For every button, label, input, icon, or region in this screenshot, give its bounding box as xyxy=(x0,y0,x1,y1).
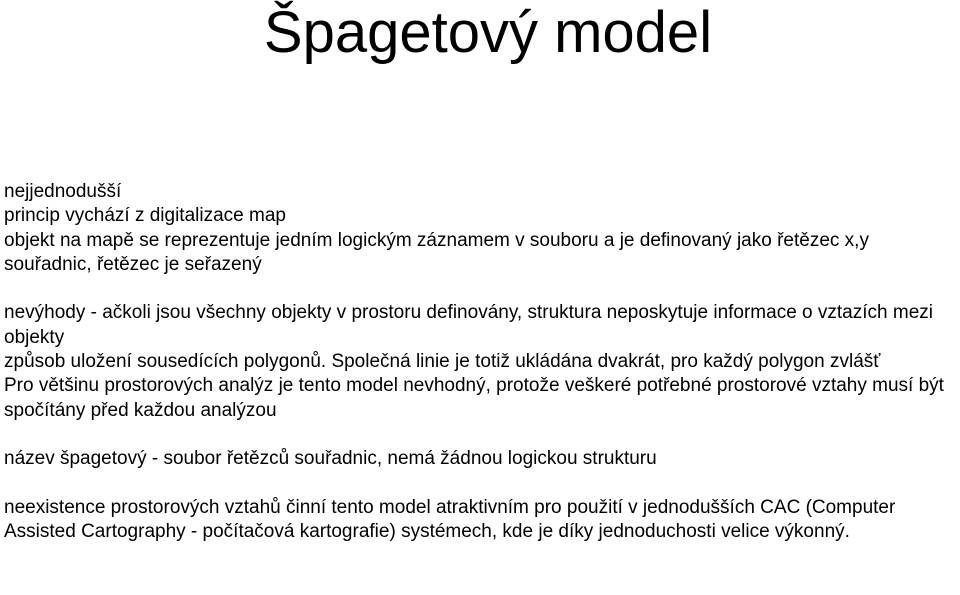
slide-body xyxy=(4,180,954,544)
paragraph-principle: princip vychází z digitalizace map xyxy=(4,205,286,227)
paragraph-polygon-storage: způsob uložení sousedících polygonů. Společná linie je totiž ukládána dvakrát, pro každý polygon zvlášť xyxy=(4,351,881,373)
paragraph-name-origin: název špagetový - soubor řetězců souřadnic, nemá žádnou logickou strukturu xyxy=(4,448,657,470)
paragraph-cac-usage: neexistence prostorových vztahů činní tento model atraktivním pro použití v jednodušších CAC (Computer Assisted Cartography - počítačová kartografie) systémech, kde je díky jednoduchosti velice výkonný. xyxy=(4,496,896,543)
paragraph-spacer xyxy=(4,423,954,447)
paragraph-simplest: nejjednodušší xyxy=(4,181,122,202)
paragraph-spatial-analysis: Pro většinu prostorových analýz je tento model nevhodný, protože veškeré potřebné prostorové vztahy musí být spočítány před každou analýzou xyxy=(4,375,944,421)
paragraph-spacer xyxy=(4,472,954,496)
paragraph-object-representation: objekt na mapě se reprezentuje jedním logickým záznamem v souboru a je definovaný jako řetězec x,y souřadnic, řetězec je seřazený xyxy=(4,229,869,275)
paragraph-disadvantages: nevýhody - ačkoli jsou všechny objekty v prostoru definovány, struktura neposkytuje informace o vztazích mezi objekty xyxy=(4,302,933,348)
paragraph-spacer xyxy=(4,277,954,301)
slide-title: Špagetový model xyxy=(263,0,713,65)
